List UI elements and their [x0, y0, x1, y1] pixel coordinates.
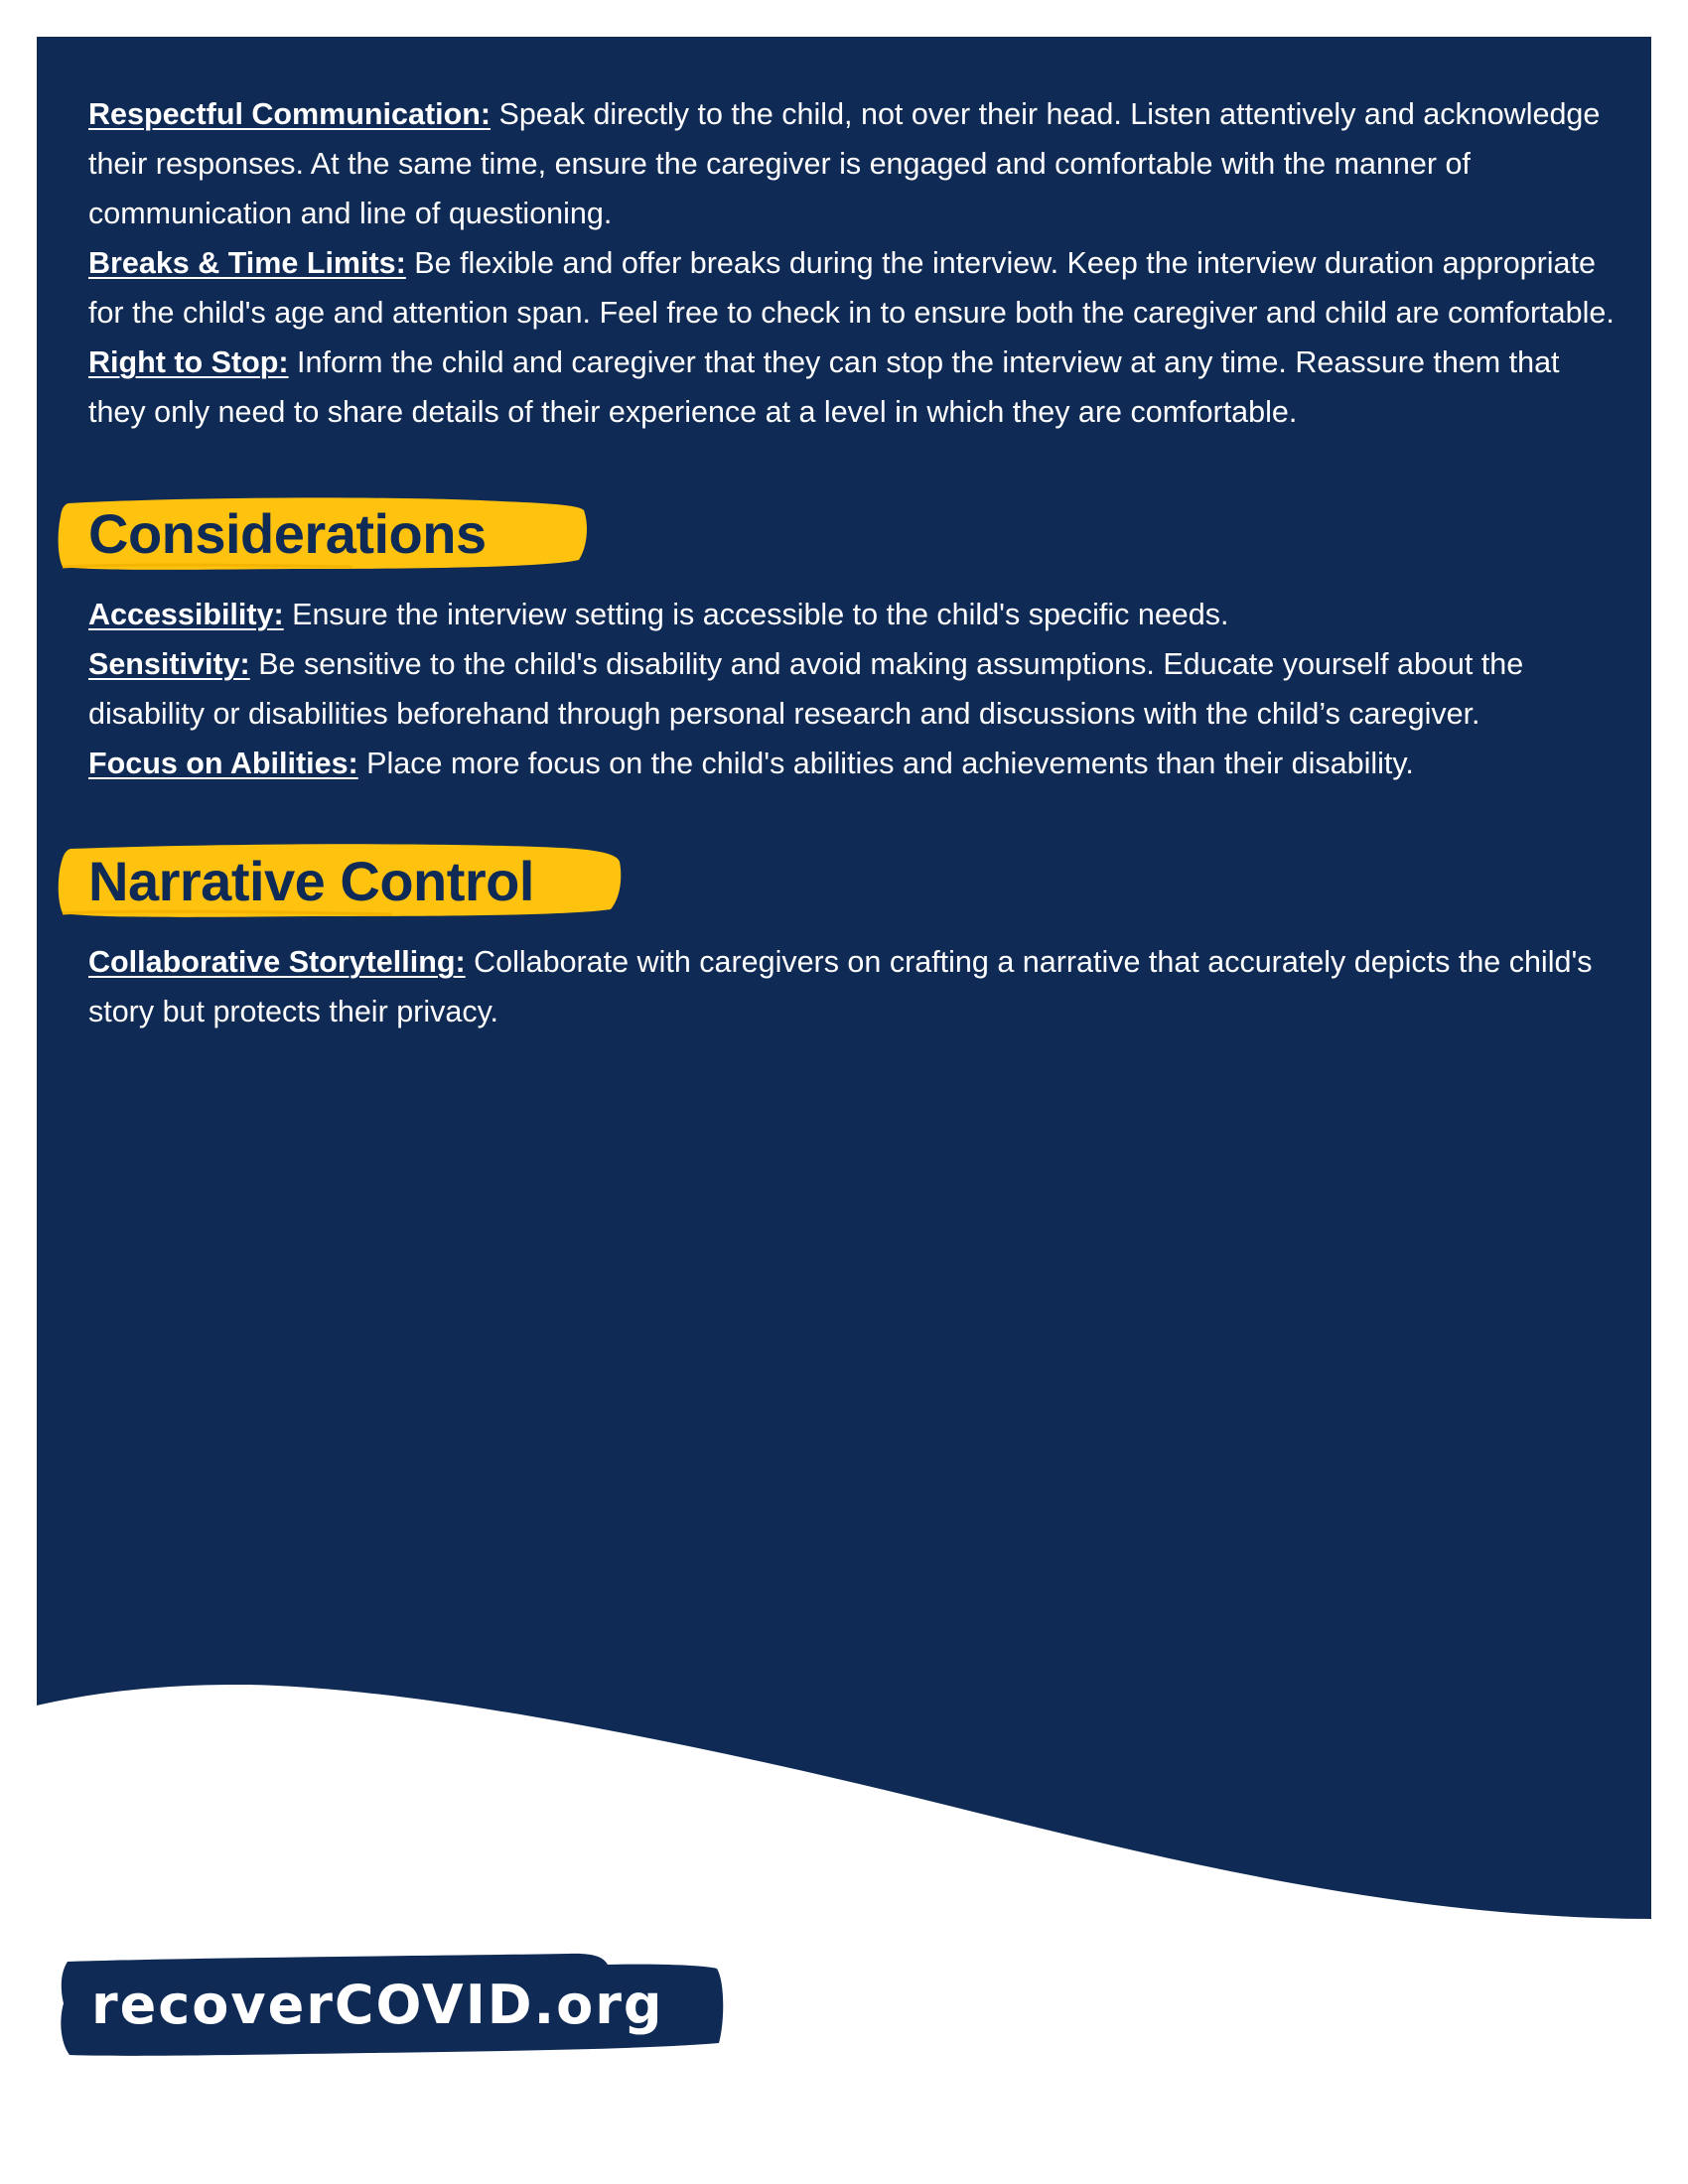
breaks-time-limits-entry [88, 238, 1618, 338]
recovercovid-logo [52, 1952, 729, 2061]
considerations-heading-block [88, 494, 1618, 590]
focus-on-abilities-entry [88, 739, 1618, 788]
collaborative-storytelling-entry [88, 937, 1618, 1036]
respectful-communication-entry [88, 89, 1618, 238]
entry-text: Be flexible and offer breaks during the interview. Keep the interview duration appropriate for the child's age and attention span. Feel free to check in to ensure both the caregiver and child are comfortable. [88, 246, 1615, 330]
right-to-stop-entry [88, 338, 1618, 437]
entry-text: Speak directly to the child, not over their head. Listen attentively and acknowledge their responses. At the same time, ensure the caregiver is engaged and comfortable with the manner of communication and line of questioning. [88, 97, 1601, 230]
entry-text: Inform the child and caregiver that they can stop the interview at any time. Reassure them that they only need to share details of their experience at a level in which they are comfortable. [88, 345, 1560, 429]
considerations-heading: Considerations [88, 502, 487, 565]
entry-text: Be sensitive to the child's disability and avoid making assumptions. Educate yourself about the disability or disabilities beforehand through personal research and discussions with the child’s caregiver. [88, 647, 1524, 731]
entry-term: Right to Stop: [88, 345, 289, 379]
entry-text: Ensure the interview setting is accessible to the child's specific needs. [283, 598, 1229, 631]
entry-term: Breaks & Time Limits: [88, 246, 406, 280]
entry-term: Respectful Communication: [88, 97, 492, 131]
entry-text: Collaborate with caregivers on crafting a narrative that accurately depicts the child's story but protects their privacy. [88, 945, 1593, 1028]
page-content [88, 89, 1618, 1036]
entry-term: Collaborative Storytelling: [88, 945, 466, 979]
considerations-entries [88, 590, 1618, 788]
sensitivity-entry [88, 639, 1618, 739]
logo-text: recoverCOVID.org [91, 1974, 664, 2036]
narrative-control-entries [88, 937, 1618, 1036]
accessibility-entry [88, 590, 1618, 639]
entry-term: Accessibility: [88, 598, 284, 631]
entry-term: Focus on Abilities: [88, 747, 358, 780]
entry-text: Place more focus on the child's abilities and achievements than their disability. [357, 747, 1414, 780]
entry-term: Sensitivity: [88, 647, 250, 681]
intro-entries [88, 89, 1618, 437]
narrative-control-heading: Narrative Control [88, 850, 534, 912]
narrative-control-heading-block [88, 842, 1618, 937]
